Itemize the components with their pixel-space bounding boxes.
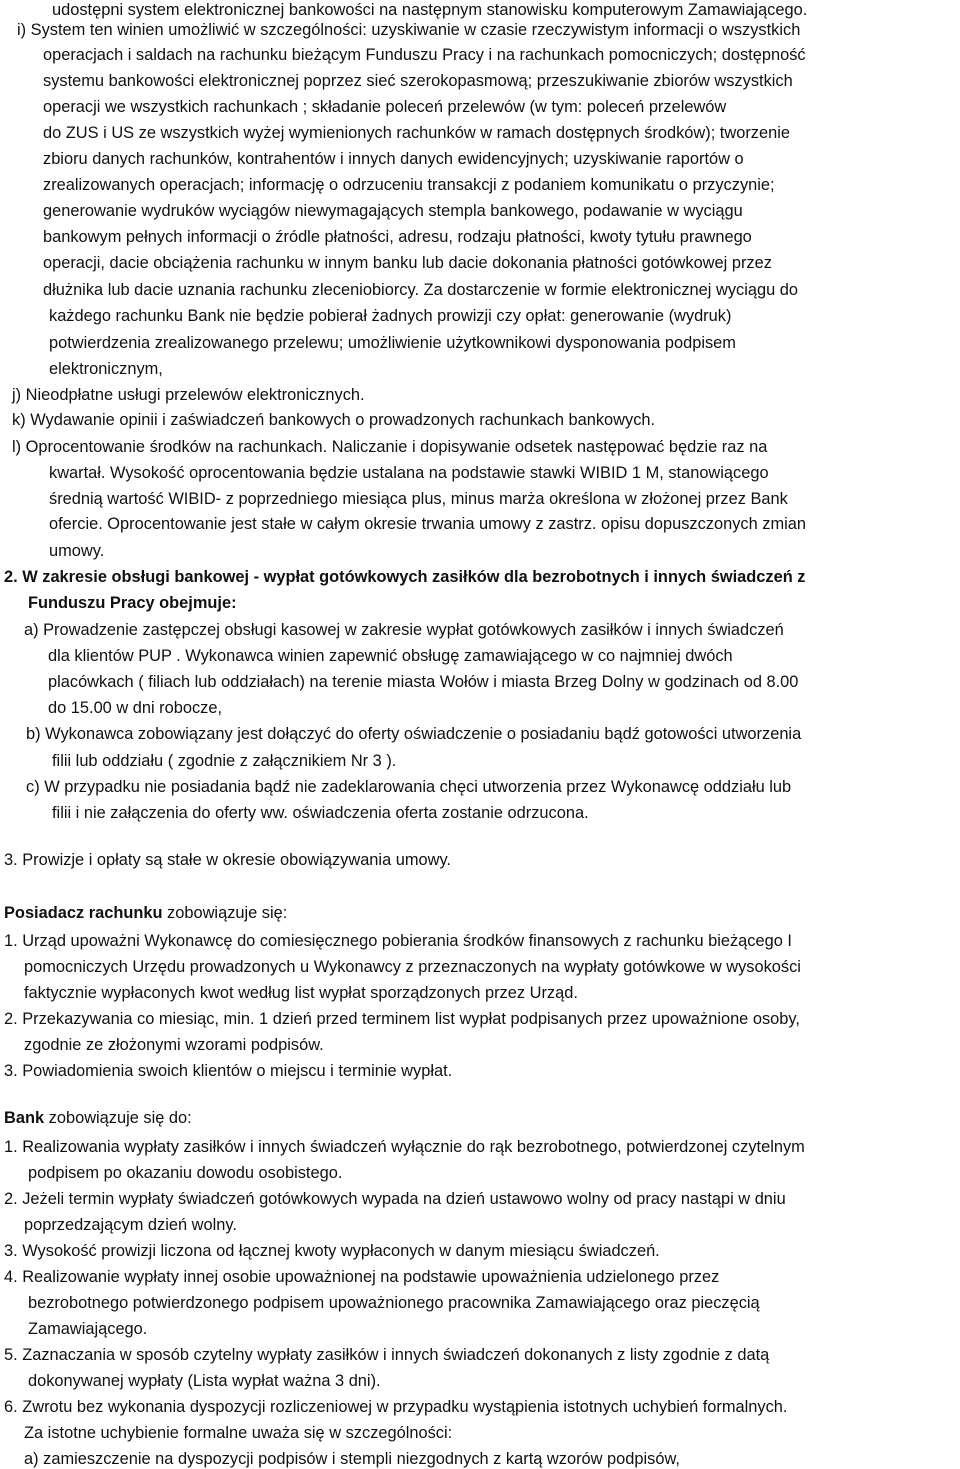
text-line: średnią wartość WIBID- z poprzedniego miesiąca plus, minus marża określona w złożonej przez Bank [49, 490, 788, 508]
text-line: umowy. [49, 542, 105, 560]
text-line: a) Prowadzenie zastępczej obsługi kasowej w zakresie wypłat gotówkowych zasiłków i innych świadczeń [24, 621, 784, 639]
text-line: filii lub oddziału ( zgodnie z załącznikiem Nr 3 ). [52, 752, 397, 770]
party-heading-rest: zobowiązuje się do: [44, 1109, 192, 1127]
text-line: b) Wykonawca zobowiązany jest dołączyć do oferty oświadczenie o posiadaniu bądź gotowości utworzenia [26, 725, 802, 743]
text-line: zrealizowanych operacjach; informację o odrzuceniu transakcji z podaniem komunikatu o przyczynie; [43, 176, 775, 194]
text-line: operacji, dacie obciążenia rachunku w innym banku lub dacie dokonania płatności gotówkowej przez [43, 254, 772, 272]
text-line: każdego rachunku Bank nie będzie pobierał żadnych prowizji czy opłat: generowanie (wydruk) [49, 307, 732, 325]
text-line: systemu bankowości elektronicznej poprzez sieć szerokopasmową; przeszukiwanie zbiorów wszystkich [43, 72, 793, 90]
text-line [4, 1108, 192, 1128]
text-line: c) W przypadku nie posiadania bądź nie zadeklarowania chęci utworzenia przez Wykonawcę oddziału lub [26, 778, 792, 796]
text-line: Za istotne uchybienie formalne uważa się w szczególności: [24, 1424, 453, 1442]
text-line: filii i nie załączenia do oferty ww. oświadczenia oferta zostanie odrzucona. [52, 804, 589, 822]
text-line: generowanie wydruków wyciągów niewymagających stempla bankowego, podawanie w wyciągu [43, 202, 743, 220]
text-line: poprzedzającym dzień wolny. [24, 1216, 237, 1234]
text-line: Funduszu Pracy obejmuje: [28, 594, 237, 612]
text-line: l) Oprocentowanie środków na rachunkach. Naliczanie i dopisywanie odsetek następować będzie raz na [12, 438, 768, 456]
party-heading-bold: Bank [4, 1109, 45, 1127]
text-line: 3. Wysokość prowizji liczona od łącznej kwoty wypłaconych w danym miesiącu świadczeń. [4, 1242, 660, 1260]
text-line: zbioru danych rachunków, kontrahentów i innych danych ewidencyjnych; uzyskiwanie raportów o [43, 150, 744, 168]
text-line: 2. W zakresie obsługi bankowej - wypłat gotówkowych zasiłków dla bezrobotnych i innych świadczeń z [4, 568, 806, 586]
text-line: 1. Urząd upoważni Wykonawcę do comiesięcznego pobierania środków finansowych z rachunku bieżącego I [4, 932, 792, 950]
text-line: bezrobotnego potwierdzonego podpisem upoważnionego pracownika Zamawiającego oraz pieczęcią [28, 1294, 760, 1312]
text-line: 3. Prowizje i opłaty są stałe w okresie obowiązywania umowy. [4, 851, 451, 869]
text-line: operacji we wszystkich rachunkach ; składanie poleceń przelewów (w tym: poleceń przelewów [43, 98, 727, 116]
text-line: 6. Zwrotu bez wykonania dyspozycji rozliczeniowej w przypadku wystąpienia istotnych uchybień formalnych. [4, 1398, 788, 1416]
text-line: ofercie. Oprocentowanie jest stałe w całym okresie trwania umowy z zastrz. opisu dopuszczonych zmian [49, 515, 807, 533]
text-line: k) Wydawanie opinii i zaświadczeń bankowych o prowadzonych rachunkach bankowych. [12, 411, 656, 429]
text-line: 1. Realizowania wypłaty zasiłków i innych świadczeń wyłącznie do rąk bezrobotnego, potwierdzonej czytelnym [4, 1138, 805, 1156]
text-line: 5. Zaznaczania w sposób czytelny wypłaty zasiłków i innych świadczeń dokonanych z listy zgodnie z datą [4, 1346, 770, 1364]
text-line: Zamawiającego. [28, 1320, 148, 1338]
text-line: 4. Realizowanie wypłaty innej osobie upoważnionej na podstawie upoważnienia udzielonego przez [4, 1268, 720, 1286]
text-line: 3. Powiadomienia swoich klientów o miejscu i terminie wypłat. [4, 1062, 453, 1080]
party-heading-bold: Posiadacz rachunku [4, 904, 163, 922]
text-line: j) Nieodpłatne usługi przelewów elektronicznych. [12, 386, 365, 404]
text-line: dokonywanej wypłaty (Lista wypłat ważna 3 dni). [28, 1372, 381, 1390]
text-line: 2. Przekazywania co miesiąc, min. 1 dzień przed terminem list wypłat podpisanych przez upoważnione osoby, [4, 1010, 800, 1028]
text-line: zgodnie ze złożonymi wzorami podpisów. [24, 1036, 324, 1054]
text-line: pomocniczych Urzędu prowadzonych u Wykonawcy z przeznaczonych na wypłaty gotówkowe w wysokości [24, 958, 801, 976]
text-line: a) zamieszczenie na dyspozycji podpisów i stempli niezgodnych z kartą wzorów podpisów, [24, 1450, 680, 1468]
party-heading-rest: zobowiązuje się: [162, 904, 288, 922]
text-line: potwierdzenia zrealizowanego przelewu; umożliwienie użytkownikowi dysponowania podpisem [49, 334, 736, 352]
text-line: dla klientów PUP . Wykonawca winien zapewnić obsługę zamawiającego w co najmniej dwóch [48, 647, 733, 665]
text-line: podpisem po okazaniu dowodu osobistego. [28, 1164, 343, 1182]
text-line: dłużnika lub dacie uznania rachunku zleceniobiorcy. Za dostarczenie w formie elektronicznej wyciągu do [43, 281, 798, 299]
text-line: do 15.00 w dni robocze, [48, 699, 223, 717]
text-line: operacjach i saldach na rachunku bieżącym Funduszu Pracy i na rachunkach pomocniczych; dostępność [43, 46, 806, 64]
text-line: elektronicznym, [49, 360, 163, 378]
text-line: faktycznie wypłaconych kwot według list wypłat sporządzonych przez Urząd. [24, 984, 578, 1002]
text-line: placówkach ( filiach lub oddziałach) na terenie miasta Wołów i miasta Brzeg Dolny w godzinach od 8.00 [48, 673, 799, 691]
text-line: do ZUS i US ze wszystkich wyżej wymienionych rachunków w ramach dostępnych środków); tworzenie [43, 124, 790, 142]
text-line: 2. Jeżeli termin wypłaty świadczeń gotówkowych wypada na dzień ustawowo wolny od pracy nastąpi w dniu [4, 1190, 786, 1208]
text-line: udostępni system elektronicznej bankowości na następnym stanowisku komputerowym Zamawiającego. [52, 1, 808, 19]
text-line [4, 903, 287, 923]
text-line: bankowym pełnych informacji o źródle płatności, adresu, rodzaju płatności, kwoty tytułu prawnego [43, 228, 752, 246]
text-line: i) System ten winien umożliwić w szczególności: uzyskiwanie w czasie rzeczywistym informacji o wszystkich [17, 21, 801, 39]
text-line: kwartał. Wysokość oprocentowania będzie ustalana na podstawie stawki WIBID 1 M, stanowiącego [49, 464, 769, 482]
